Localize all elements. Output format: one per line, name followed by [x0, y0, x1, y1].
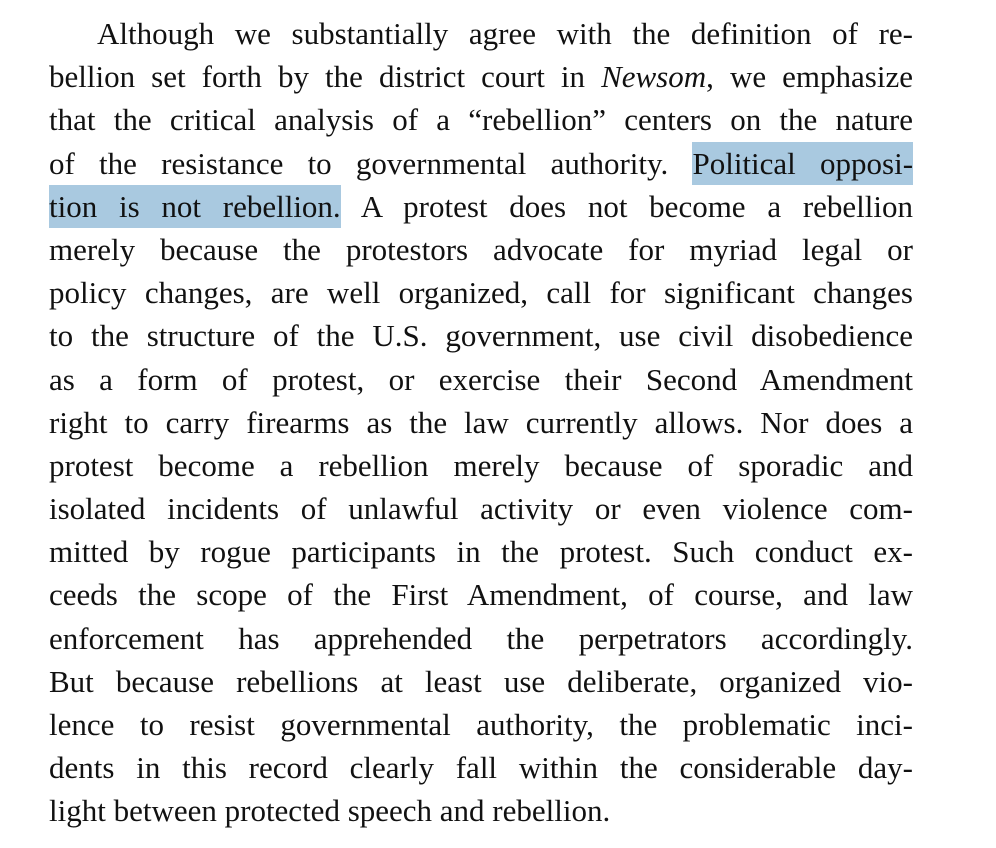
text-line: [49, 12, 913, 55]
text-line: [49, 185, 913, 228]
line-text: A protest does not become a rebellion: [340, 188, 913, 224]
text-line: [49, 142, 913, 185]
line-text: policy changes, are well organized, call for significant changes: [49, 275, 913, 311]
line-text: as a form of protest, or exercise their Second Amendment: [49, 361, 913, 397]
text-line: [49, 228, 913, 271]
line-text: right to carry firearms as the law currently allows. Nor does a: [49, 404, 913, 440]
text-line: [49, 358, 913, 401]
text-line: [49, 314, 913, 357]
line-text: enforcement has apprehended the perpetrators accordingly.: [49, 620, 913, 656]
text-line: [49, 530, 913, 573]
text-line: [49, 55, 913, 98]
text-line: [49, 789, 913, 832]
line-text: merely because the protestors advocate for myriad legal or: [49, 231, 913, 267]
text-line: [49, 271, 913, 314]
case-name-italic: Newsom: [601, 59, 707, 95]
line-text: Although we substantially agree with the definition of re-: [97, 16, 913, 51]
text-line: [49, 444, 913, 487]
paragraph: [49, 12, 913, 833]
line-text: lence to resist governmental authority, the problematic inci-: [49, 707, 913, 742]
text-line: [49, 746, 913, 789]
line-text: But because rebellions at least use deliberate, organized vio-: [49, 663, 913, 699]
line-text: bellion set forth by the district court in: [49, 59, 602, 95]
line-text: , we emphasize: [706, 59, 913, 95]
line-text: ceeds the scope of the First Amendment, of course, and law: [49, 577, 913, 613]
text-line: [49, 660, 913, 703]
line-text: dents in this record clearly fall within the considerable day-: [49, 750, 913, 786]
line-text: of the resistance to governmental authority.: [49, 145, 669, 181]
line-text: light between protected speech and rebellion.: [49, 793, 611, 829]
line-text: isolated incidents of unlawful activity or even violence com-: [49, 491, 913, 527]
line-text: to the structure of the U.S. government, use civil disobedience: [49, 318, 913, 354]
text-line: [49, 98, 913, 141]
line-text: mitted by rogue participants in the protest. Such conduct ex-: [49, 534, 913, 570]
text-line: [49, 703, 913, 746]
line-text: protest become a rebellion merely because of sporadic and: [49, 447, 913, 483]
text-selection-highlight[interactable]: tion is not rebellion.: [49, 185, 341, 228]
text-line: [49, 487, 913, 530]
text-line: [49, 401, 913, 444]
line-text: that the critical analysis of a “rebellion” centers on the nature: [49, 102, 913, 138]
text-line: [49, 617, 913, 660]
text-selection-highlight[interactable]: Political opposi-: [692, 142, 913, 185]
text-line: [49, 573, 913, 616]
